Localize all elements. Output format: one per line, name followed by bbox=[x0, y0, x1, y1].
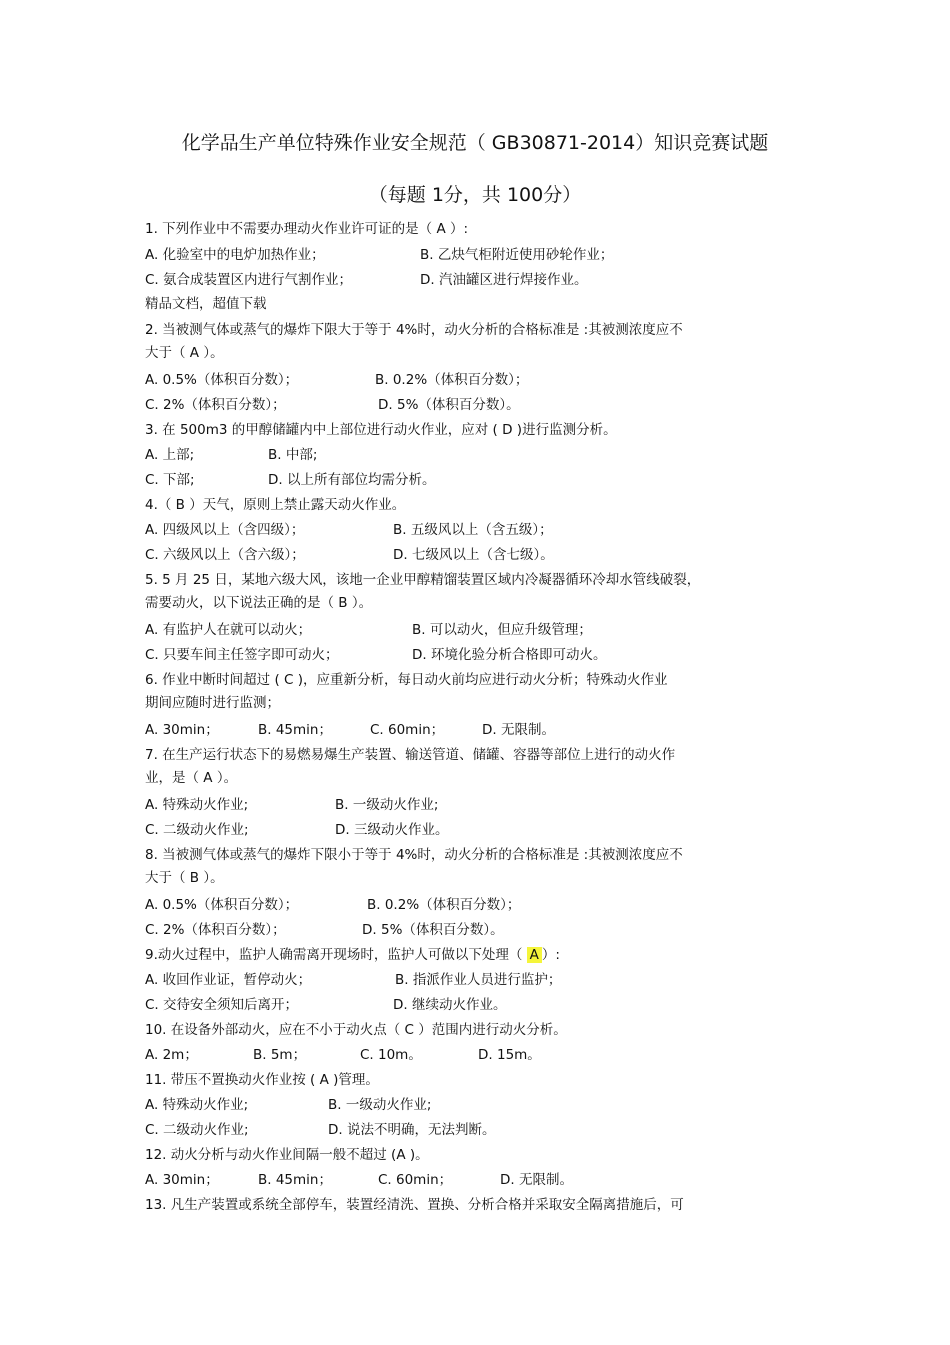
option-a: A. 有监护人在就可以动火； bbox=[145, 622, 312, 638]
option-b: B. 0.2%（体积百分数）； bbox=[367, 897, 521, 913]
question-text: 13. 凡生产装置或系统全部停车，装置经清洗、置换、分析合格并采取安全隔离措施后，可 bbox=[145, 1197, 684, 1213]
question-text: 10. 在设备外部动火，应在不小于动火点（ C ）范围内进行动火分析。 bbox=[145, 1022, 567, 1038]
highlighted-answer: A bbox=[527, 947, 542, 963]
option-c: C. 只要车间主任签字即可动火； bbox=[145, 647, 339, 663]
option-d: D. 以上所有部位均需分析。 bbox=[268, 472, 436, 488]
option-c: C. 交待安全须知后离开； bbox=[145, 997, 299, 1013]
question-text: 7. 在生产运行状态下的易燃易爆生产装置、输送管道、储罐、容器等部位上进行的动火作 bbox=[145, 747, 676, 763]
question-text-part: 9.动火过程中，监护人确需离开现场时，监护人可做以下处理（ bbox=[145, 947, 527, 963]
option-c: C. 氨合成装置区内进行气割作业； bbox=[145, 272, 353, 288]
option-d: D. 环境化验分析合格即可动火。 bbox=[412, 647, 607, 663]
question-text: 需要动火，以下说法正确的是（ B ）。 bbox=[145, 595, 373, 611]
option-a: A. 2m； bbox=[145, 1047, 198, 1063]
question-text: 3. 在 500m3 的甲醇储罐内中上部位进行动火作业，应对 ( D )进行监测分析。 bbox=[145, 422, 617, 438]
option-b: B. 乙炔气柜附近使用砂轮作业； bbox=[420, 247, 614, 263]
question-text: 4.（ B ）天气，原则上禁止露天动火作业。 bbox=[145, 497, 406, 513]
option-c: C. 2%（体积百分数）； bbox=[145, 922, 286, 938]
page-subtitle: （每题 1分，共 100分） bbox=[368, 184, 582, 206]
option-b: B. 可以动火，但应升级管理； bbox=[412, 622, 592, 638]
option-d: D. 七级风以上（含七级）。 bbox=[393, 547, 554, 563]
option-c: C. 60min； bbox=[370, 722, 445, 738]
option-b: B. 5m； bbox=[253, 1047, 307, 1063]
option-b: B. 45min； bbox=[258, 722, 332, 738]
option-c: C. 二级动火作业; bbox=[145, 1122, 249, 1138]
question-text: 12. 动火分析与动火作业间隔一般不超过 (A )。 bbox=[145, 1147, 429, 1163]
option-d: D. 无限制。 bbox=[500, 1172, 573, 1188]
question-text: 2. 当被测气体或蒸气的爆炸下限大于等于 4%时，动火分析的合格标准是 :其被测浓度应不 bbox=[145, 322, 683, 338]
option-a: A. 上部; bbox=[145, 447, 195, 463]
note-text: 精品文档，超值下载 bbox=[145, 296, 267, 312]
option-a: A. 0.5%（体积百分数）； bbox=[145, 372, 299, 388]
option-b: B. 45min； bbox=[258, 1172, 332, 1188]
page-title: 化学品生产单位特殊作业安全规范（ GB30871-2014）知识竞赛试题 bbox=[181, 132, 769, 154]
option-a: A. 30min； bbox=[145, 1172, 219, 1188]
question-text: 6. 作业中断时间超过 ( C )，应重新分析，每日动火前均应进行动火分析；特殊动火作业 bbox=[145, 672, 668, 688]
option-d: D. 15m。 bbox=[478, 1047, 541, 1063]
option-c: C. 六级风以上（含六级）； bbox=[145, 547, 305, 563]
option-a: A. 化验室中的电炉加热作业； bbox=[145, 247, 325, 263]
option-d: D. 说法不明确，无法判断。 bbox=[328, 1122, 496, 1138]
question-text-part: ）: bbox=[541, 947, 560, 963]
option-a: A. 30min； bbox=[145, 722, 219, 738]
question-text: 5. 5 月 25 日，某地六级大风，该地一企业甲醇精馏装置区域内冷凝器循环冷却水管线破裂， bbox=[145, 572, 701, 588]
option-b: B. 中部; bbox=[268, 447, 318, 463]
option-c: C. 2%（体积百分数）； bbox=[145, 397, 286, 413]
question-text: 8. 当被测气体或蒸气的爆炸下限小于等于 4%时，动火分析的合格标准是 :其被测浓度应不 bbox=[145, 847, 683, 863]
question-text: 1. 下列作业中不需要办理动火作业许可证的是（ A ）: bbox=[145, 221, 469, 237]
option-a: A. 特殊动火作业; bbox=[145, 1097, 249, 1113]
option-b: B. 一级动火作业; bbox=[335, 797, 439, 813]
option-a: A. 特殊动火作业; bbox=[145, 797, 249, 813]
option-d: D. 无限制。 bbox=[482, 722, 555, 738]
question-text bbox=[145, 946, 560, 964]
question-text: 11. 带压不置换动火作业按 ( A )管理。 bbox=[145, 1072, 379, 1088]
option-d: D. 继续动火作业。 bbox=[393, 997, 507, 1013]
option-a: A. 收回作业证，暂停动火； bbox=[145, 972, 312, 988]
option-d: D. 5%（体积百分数）。 bbox=[378, 397, 520, 413]
option-c: C. 60min； bbox=[378, 1172, 453, 1188]
option-b: B. 指派作业人员进行监护； bbox=[395, 972, 562, 988]
option-d: D. 5%（体积百分数）。 bbox=[362, 922, 504, 938]
option-a: A. 四级风以上（含四级）； bbox=[145, 522, 305, 538]
question-text: 大于（ B ）。 bbox=[145, 870, 224, 886]
question-text: 期间应随时进行监测； bbox=[145, 695, 280, 711]
option-c: C. 10m。 bbox=[360, 1047, 422, 1063]
question-text: 大于（ A ）。 bbox=[145, 345, 224, 361]
option-c: C. 二级动火作业; bbox=[145, 822, 249, 838]
option-d: D. 汽油罐区进行焊接作业。 bbox=[420, 272, 588, 288]
option-d: D. 三级动火作业。 bbox=[335, 822, 449, 838]
option-b: B. 一级动火作业; bbox=[328, 1097, 432, 1113]
option-b: B. 五级风以上（含五级）； bbox=[393, 522, 553, 538]
option-c: C. 下部; bbox=[145, 472, 195, 488]
option-b: B. 0.2%（体积百分数）； bbox=[375, 372, 529, 388]
option-a: A. 0.5%（体积百分数）； bbox=[145, 897, 299, 913]
question-text: 业，是（ A ）。 bbox=[145, 770, 238, 786]
